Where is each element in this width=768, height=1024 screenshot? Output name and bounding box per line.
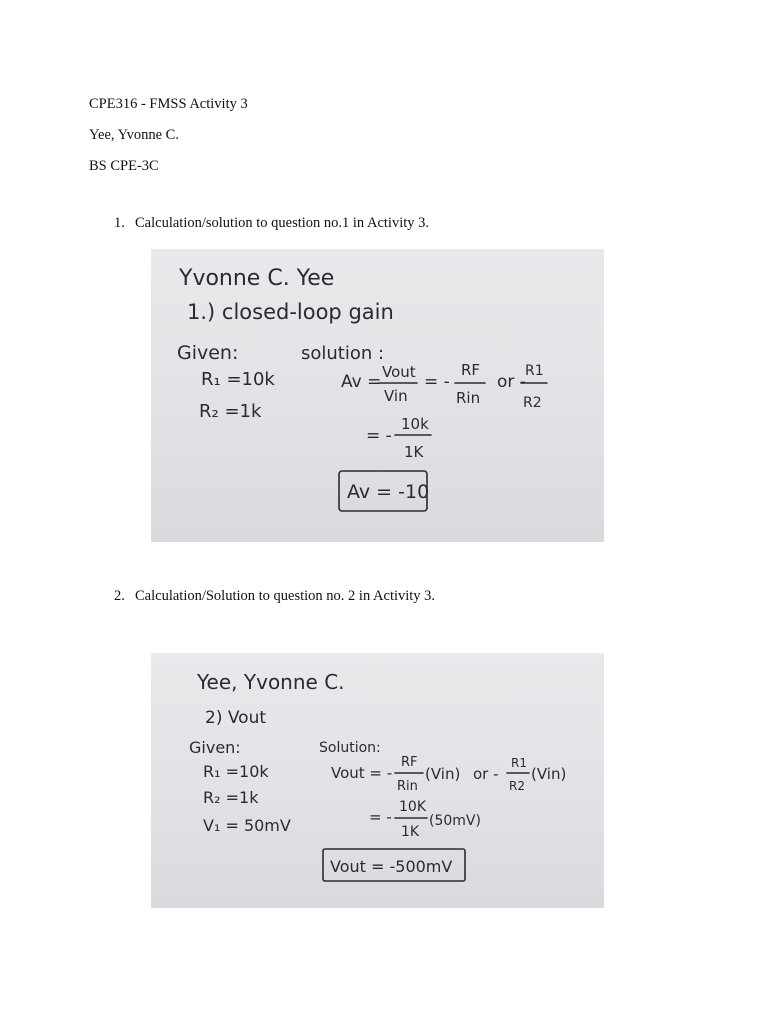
hw-heading: 2) Vout: [205, 708, 267, 728]
hw-rin: Rin: [456, 389, 481, 407]
list-item-text: Calculation/solution to question no.1 in Activity 3.: [135, 215, 430, 231]
hw-or: or -: [473, 765, 499, 783]
hw-1k: 1K: [404, 443, 424, 461]
list-item-number: 2.: [114, 588, 125, 604]
hw-vout: Vout: [382, 363, 416, 381]
handwritten-photo-2: [151, 653, 604, 908]
hw-solution-label: solution :: [301, 343, 385, 364]
hw-given-r2: R₂ =1k: [203, 788, 259, 807]
hw-eq2: = -: [366, 426, 392, 446]
hw-vin2: (Vin): [531, 765, 567, 783]
hw-given-r1: R₁ =10k: [203, 762, 269, 781]
hw-vin1: (Vin): [425, 765, 461, 783]
hw-10k: 10k: [401, 415, 429, 433]
list-item-number: 1.: [114, 215, 125, 231]
student-name: Yee, Yvonne C.: [89, 127, 179, 143]
hw-r1: R1: [525, 363, 544, 379]
hw-eq-neg: = -: [424, 372, 450, 392]
hw-given-r1: R₁ =10k: [201, 369, 275, 390]
hw-heading: 1.) closed-loop gain: [187, 300, 394, 324]
list-item-text: Calculation/Solution to question no. 2 in Activity 3.: [135, 588, 436, 604]
hw-result: Av = -10: [347, 481, 430, 503]
student-section: BS CPE-3C: [89, 158, 159, 174]
list-item-2: [114, 587, 435, 605]
hw-10k: 10K: [399, 799, 426, 815]
course-title: CPE316 - FMSS Activity 3: [89, 96, 248, 112]
hw-r2: R2: [509, 779, 525, 793]
hw-av: Av =: [341, 372, 382, 392]
hw-r2: R2: [523, 395, 542, 411]
hw-1k: 1K: [401, 824, 420, 840]
hw-vin: Vin: [384, 387, 408, 405]
hw-rf: RF: [401, 755, 418, 770]
hw-given-r2: R₂ =1k: [199, 401, 262, 422]
hw-rf: RF: [461, 361, 481, 379]
hw-given-label: Given:: [189, 738, 241, 757]
handwritten-photo-1: [151, 249, 604, 542]
hw-rin: Rin: [397, 779, 418, 794]
hw-r1: R1: [511, 756, 527, 770]
hw-mv: (50mV): [429, 813, 481, 829]
hw-name: Yee, Yvonne C.: [197, 670, 345, 694]
hw-solution-label: Solution:: [319, 740, 381, 756]
hw-name: Yvonne C. Yee: [179, 266, 335, 291]
hw-given-v1: V₁ = 50mV: [203, 816, 291, 835]
hw-result: Vout = -500mV: [330, 857, 453, 876]
hw-given-label: Given:: [177, 342, 239, 364]
hw-eq2: = -: [369, 808, 392, 826]
hw-or: or -: [497, 372, 526, 392]
hw-vout-eq: Vout = -: [331, 764, 393, 782]
list-item-1: [114, 214, 429, 232]
